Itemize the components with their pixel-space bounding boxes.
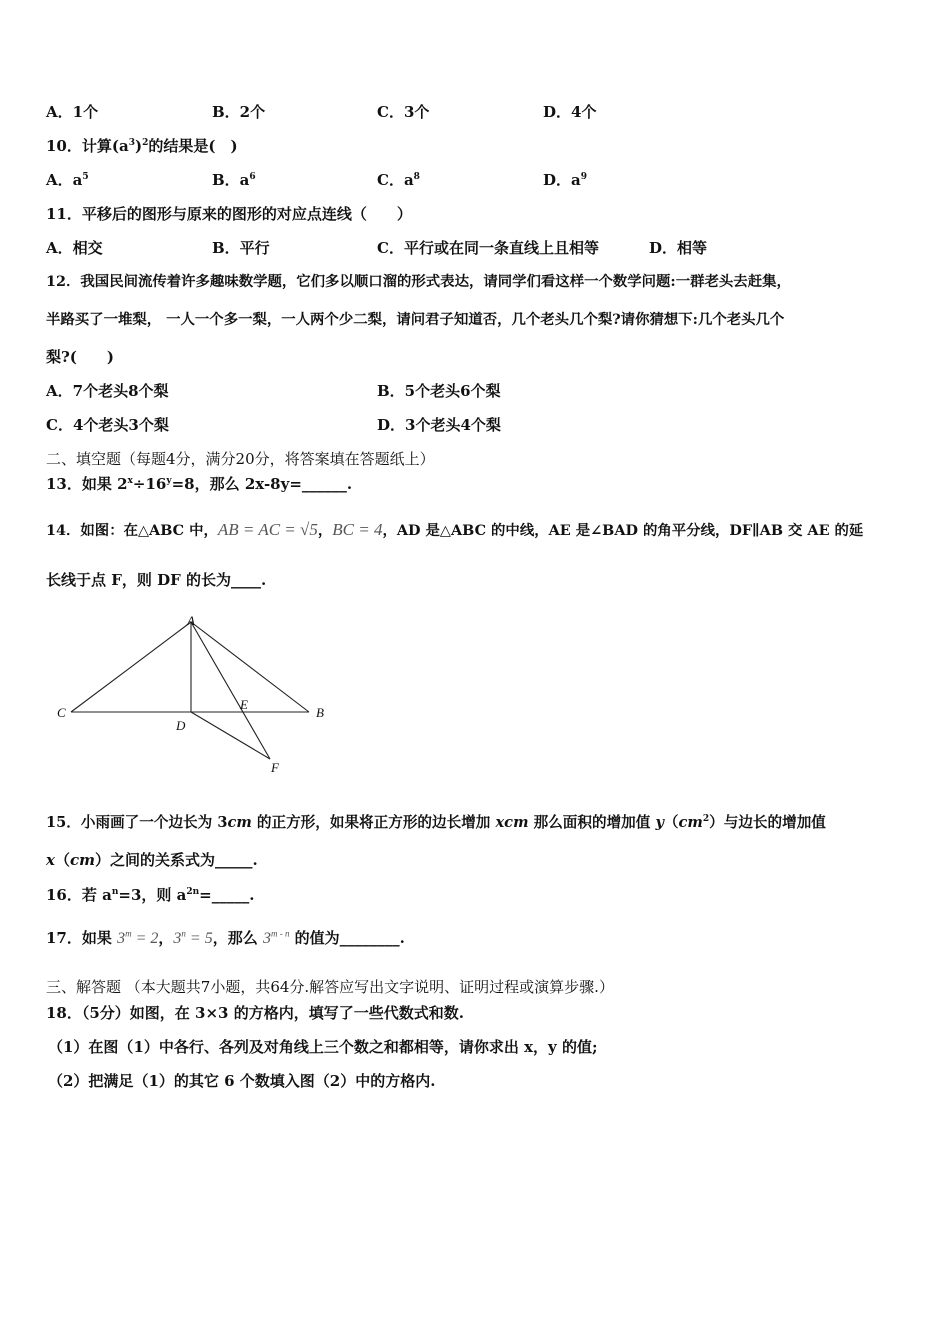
q17-math-3n: $3^n = 5$: [173, 928, 213, 947]
q18-part-1: （1）在图（1）中各行、各列及对角线上三个数之和都相等，请你求出 x，y 的值;: [48, 1038, 598, 1056]
q9-option-d: D．4个: [543, 103, 597, 121]
q14-line-1: 14．如图：在△ABC 中，AB = AC = √5，BC = 4，AD 是△ABC 的中线，AE 是∠BAD 的角平分线，DF∥AB 交 AE 的延: [46, 520, 864, 539]
q12-line-2: 半路买了一堆梨， 一人一个多一梨，一人两个少二梨，请问君子知道否，几个老头几个梨?请你猜想下:几个老头几个: [46, 311, 785, 328]
q12-option-c: C．4个老头3个梨: [46, 416, 169, 434]
q17-math-3m-n: 3$^{m - n}$: [262, 928, 290, 947]
q9-option-c: C．3个: [377, 103, 430, 121]
q18-part-2: （2）把满足（1）的其它 6 个数填入图（2）中的方格内.: [48, 1072, 436, 1090]
label-e: E: [240, 697, 248, 712]
q9-option-b: B．2个: [212, 103, 266, 121]
q14-line-2: 长线于点 F，则 DF 的长为____.: [46, 571, 267, 589]
label-f: F: [271, 760, 279, 775]
q10-option-c: C．$a^8$: [377, 171, 420, 189]
q14-math-bc: BC = 4: [332, 520, 383, 539]
q12-option-a: A．7个老头8个梨: [46, 382, 169, 400]
q14-math-ab-ac: AB = AC = √5: [217, 520, 318, 539]
q13-stem: 13．如果 $2^x\div 16^y=8$，那么 2x-8y=______.: [46, 475, 353, 493]
q11-stem: 11．平移后的图形与原来的图形的对应点连线（ ）: [46, 205, 412, 223]
q12-line-3: 梨?( ): [46, 348, 114, 366]
label-c: C: [57, 705, 66, 720]
q10-option-b: B．$a^6$: [212, 171, 256, 189]
q11-option-c: C．平行或在同一条直线上且相等: [377, 239, 599, 257]
q10-option-d: D．$a^9$: [543, 171, 587, 189]
label-b: B: [316, 705, 324, 720]
q9-option-a: A．1个: [46, 103, 99, 121]
q11-option-d: D．相等: [649, 239, 708, 257]
q18-stem: 18．（5分）如图，在 3×3 的方格内，填写了一些代数式和数.: [46, 1004, 464, 1022]
q16-stem: 16．若 $a^n=3$，则 $a^{2n}=\_\_\_\_\_$.: [46, 886, 255, 904]
q15-line-2: x（cm）之间的关系式为_____.: [46, 851, 258, 869]
q10-stem: 10．计算$(a^3)^2$的结果是( ): [46, 137, 238, 155]
section-2-heading: 二、填空题（每题4分，满分20分，将答案填在答题纸上）: [46, 450, 435, 468]
q10-option-a: A．$a^5$: [46, 171, 89, 189]
q12-option-b: B．5个老头6个梨: [377, 382, 501, 400]
label-a: A: [187, 613, 195, 628]
q17-stem: 17．如果 $3^m = 2$，$3^n = 5$，那么 3$^{m - n}$ 的值为________.: [46, 928, 405, 947]
q17-math-3m: $3^m = 2$: [117, 928, 159, 947]
q11-option-b: B．平行: [212, 239, 270, 257]
q12-line-1: 12．我国民间流传着许多趣味数学题，它们多以顺口溜的形式表达，请同学们看这样一个数学问题:一群老头去赶集，: [46, 273, 791, 290]
triangle-figure: [50, 612, 340, 782]
label-d: D: [176, 718, 186, 733]
section-3-heading: 三、解答题 （本大题共7小题，共64分.解答应写出文字说明、证明过程或演算步骤.）: [46, 978, 614, 996]
q12-option-d: D．3个老头4个梨: [377, 416, 501, 434]
q15-line-1: 15．小雨画了一个边长为 3cm 的正方形，如果将正方形的边长增加 xcm 那么面积的增加值 $y(cm^2)$与边长的增加值: [46, 814, 826, 831]
q11-option-a: A．相交: [46, 239, 103, 257]
